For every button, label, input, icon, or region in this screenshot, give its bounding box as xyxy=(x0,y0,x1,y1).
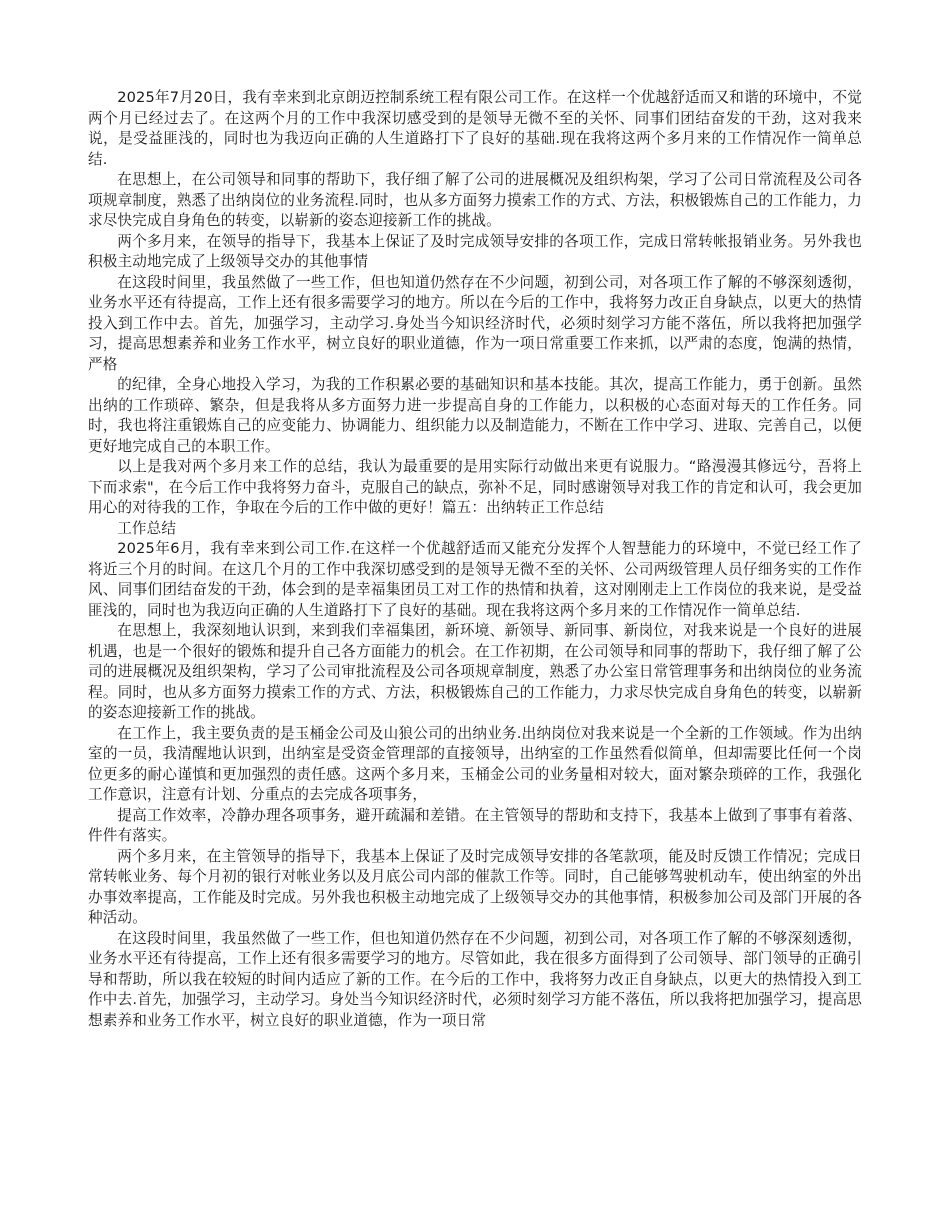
section-heading: 工作总结 xyxy=(117,519,177,537)
paragraph-work-2: 在工作上，我主要负责的是玉桶金公司及山狼公司的出纳业务.出纳岗位对我来说是一个全新的工作领域。作为出纳室的一员，我清醒地认识到，出纳室是受资金管理部的直接领导，出纳室的工作虽然看似简单，但却需要比任何一个岗位更多的耐心谨慎和更加强烈的责任感。这两个多月来，玉桶金公司的业务量相对较大，面对繁杂琐碎的工作，我强化工作意识，注意有计划、分重点的去完成各项事务， xyxy=(88,724,862,803)
paragraph-two-months: 两个多月来，在领导的指导下，我基本上保证了及时完成领导安排的各项工作，完成日常转帐报销业务。另外我也积极主动地完成了上级领导交办的其他事情 xyxy=(88,232,862,270)
paragraph-two-months-2: 两个多月来，在主管领导的指导下，我基本上保证了及时完成领导安排的各笔款项，能及时反馈工作情况；完成日常转帐业务、每个月初的银行对帐业务以及月底公司内部的催款工作等。同时，自己能够驾驶机动车，使出纳室的外出办事效率提高，工作能及时完成。另外我也积极主动地完成了上级领导交办的其他事情，积极参加公司及部门开展的各种活动。 xyxy=(88,847,862,926)
paragraph-efficiency: 提高工作效率，冷静办理各项事务，避开疏漏和差错。在主管领导的帮助和支持下，我基本上做到了事事有着落、件件有落实。 xyxy=(88,806,862,844)
paragraph-shortcomings-2: 在这段时间里，我虽然做了一些工作，但也知道仍然存在不少问题，初到公司，对各项工作了解的不够深刻透彻，业务水平还有待提高，工作上还有很多需要学习的地方。尽管如此，我在很多方面得到了公司领导、部门领导的正确引导和帮助，所以我在较短的时间内适应了新的工作。在今后的工作中，我将努力改正自身缺点，以更大的热情投入到工作中去.首先，加强学习，主动学习。身处当今知识经济时代，必须时刻学习方能不落伍，所以我将把加强学习，提高思想素养和业务工作水平，树立良好的职业道德，作为一项日常 xyxy=(88,929,862,1029)
document-page xyxy=(88,88,862,1031)
paragraph-conclusion: 以上是我对两个多月来工作的总结，我认为最重要的是用实际行动做出来更有说服力。“路漫漫其修远兮，吾将上下而求索"，在今后工作中我将努力奋斗，克服自己的缺点，弥补不足，同时感谢领导对我工作的肯定和认可，我会更加用心的对待我的工作，争取在今后的工作中做的更好！篇五：出纳转正工作总结 xyxy=(88,458,862,516)
paragraph-thinking: 在思想上，在公司领导和同事的帮助下，我仔细了解了公司的进展概况及组织构架，学习了公司日常流程及公司各项规章制度，熟悉了出纳岗位的业务流程.同时，也从多方面努力摸索工作的方式、方法，积极锻炼自己的工作能力，力求尽快完成自身角色的转变，以崭新的姿态迎接新工作的挑战。 xyxy=(88,171,862,229)
paragraph-intro-2: 2025年6月，我有幸来到公司工作.在这样一个优越舒适而又能充分发挥个人智慧能力的环境中，不觉已经工作了将近三个月的时间。在这几个月的工作中我深切感受到的是领导无微不至的关怀、公司两级管理人员仔细务实的工作作风、同事们团结奋发的干劲，体会到的是幸福集团员工对工作的热情和执着，这对刚刚走上工作岗位的我来说，是受益匪浅的，同时也为我迈向正确的人生道路打下了良好的基础。现在我将这两个多月来的工作情况作一简单总结. xyxy=(88,540,862,619)
paragraph-intro: 2025年7月20日，我有幸来到北京朗迈控制系统工程有限公司工作。在这样一个优越舒适而又和谐的环境中，不觉两个月已经过去了。在这两个月的工作中我深切感受到的是领导无微不至的关怀、同事们团结奋发的干劲，这对我来说，是受益匪浅的，同时也为我迈向正确的人生道路打下了良好的基础.现在我将这两个多月来的工作情况作一简单总结. xyxy=(88,89,862,168)
paragraph-thinking-2: 在思想上，我深刻地认识到，来到我们幸福集团，新环境、新领导、新同事、新岗位，对我来说是一个良好的进展机遇，也是一个很好的锻炼和提升自己各方面能力的机会。在工作初期，在公司领导和同事的帮助下，我仔细了解了公司的进展概况及组织架构，学习了公司审批流程及公司各项规章制度，熟悉了办公室日常管理事务和出纳岗位的业务流程。同时，也从多方面努力摸索工作的方式、方法，积极锻炼自己的工作能力，力求尽快完成自身角色的转变，以崭新的姿态迎接新工作的挑战。 xyxy=(88,622,862,721)
paragraph-shortcomings: 在这段时间里，我虽然做了一些工作，但也知道仍然存在不少问题，初到公司，对各项工作了解的不够深刻透彻，业务水平还有待提高，工作上还有很多需要学习的地方。所以在今后的工作中，我将努力改正自身缺点，以更大的热情投入到工作中去。首先，加强学习，主动学习.身处当今知识经济时代，必须时刻学习方能不落伍，所以我将把加强学习，提高思想素养和业务工作水平，树立良好的职业道德，作为一项日常重要工作来抓，以严肃的态度，饱满的热情，严格 xyxy=(88,273,862,373)
paragraph-discipline: 的纪律，全身心地投入学习，为我的工作积累必要的基础知识和基本技能。其次，提高工作能力，勇于创新。虽然出纳的工作琐碎、繁杂，但是我将从多方面努力进一步提高自身的工作能力，以积极的心态面对每天的工作任务。同时，我也将注重锻炼自己的应变能力、协调能力、组织能力以及制造能力，不断在工作中学习、进取、完善自己，以便更好地完成自己的本职工作。 xyxy=(88,376,862,455)
